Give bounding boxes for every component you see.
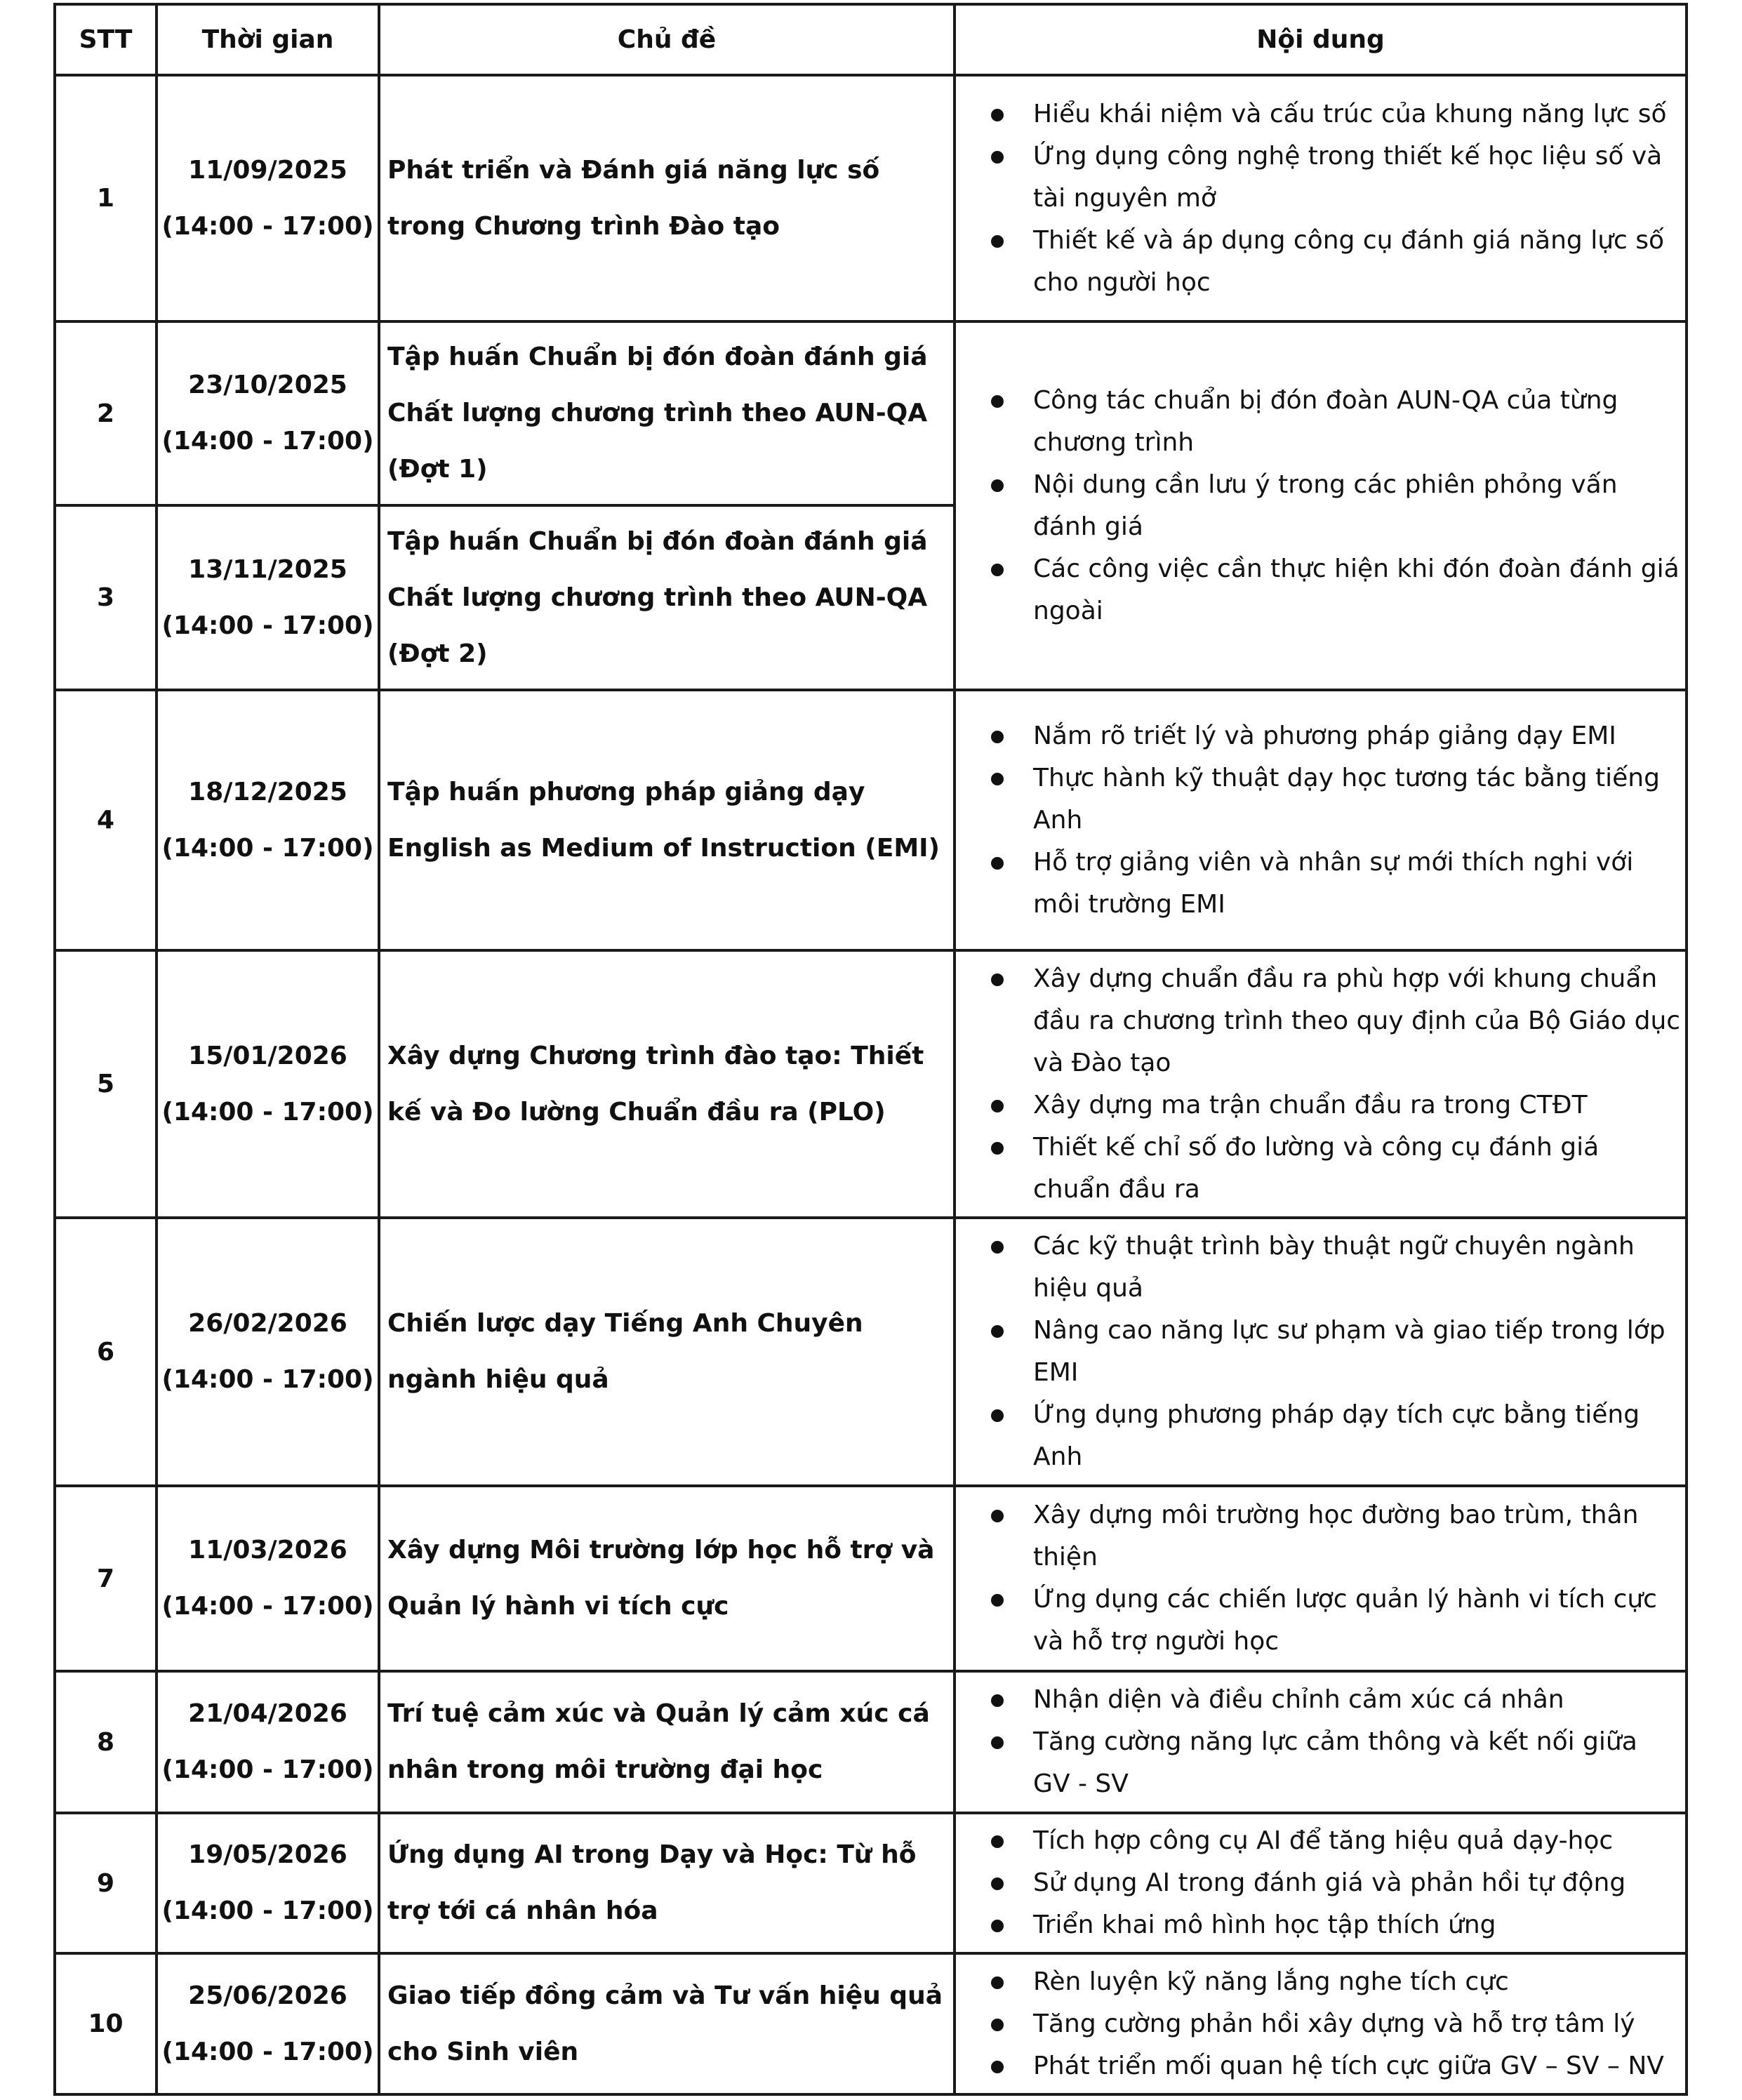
- header-row: [55, 4, 1687, 75]
- session-content: [955, 1486, 1687, 1671]
- content-item: Ứng dụng các chiến lược quản lý hành vi tích cực và hỗ trợ người học: [1033, 1579, 1681, 1663]
- session-date: 13/11/2025: [188, 554, 347, 584]
- session-time: [157, 1486, 379, 1671]
- row-number: 6: [55, 1218, 157, 1486]
- content-item: Hỗ trợ giảng viên và nhân sự mới thích nghi với môi trường EMI: [1033, 842, 1681, 926]
- session-topic: Giao tiếp đồng cảm và Tư vấn hiệu quả cho Sinh viên: [379, 1953, 955, 2094]
- session-content: [955, 1953, 1687, 2094]
- content-item: Nâng cao năng lực sư phạm và giao tiếp trong lớp EMI: [1033, 1310, 1681, 1394]
- training-schedule-table: [53, 3, 1688, 2096]
- session-date: 11/03/2026: [188, 1536, 347, 1564]
- session-date: 26/02/2026: [188, 1309, 347, 1338]
- content-item: Nắm rõ triết lý và phương pháp giảng dạy EMI: [1033, 715, 1681, 757]
- session-topic: Xây dựng Môi trường lớp học hỗ trợ và Quản lý hành vi tích cực: [379, 1486, 955, 1671]
- header-time: Thời gian: [157, 4, 379, 75]
- content-item: Thực hành kỹ thuật dạy học tương tác bằng tiếng Anh: [1033, 757, 1681, 842]
- session-time: [157, 505, 379, 690]
- session-topic: Chiến lược dạy Tiếng Anh Chuyên ngành hiệu quả: [379, 1218, 955, 1486]
- session-date: 23/10/2025: [188, 371, 347, 399]
- session-hours: (14:00 - 17:00): [161, 2037, 374, 2066]
- table-row: [55, 75, 1687, 321]
- session-date: 19/05/2026: [188, 1840, 347, 1869]
- session-content: [955, 1218, 1687, 1486]
- content-list: [956, 715, 1681, 926]
- row-number: 2: [55, 321, 157, 505]
- header-topic: Chủ đề: [379, 4, 955, 75]
- table-row: [55, 1218, 1687, 1486]
- session-time: [157, 1813, 379, 1953]
- content-item: Xây dựng chuẩn đầu ra phù hợp với khung chuẩn đầu ra chương trình theo quy định của Bộ Giáo dục và Đào tạo: [1033, 958, 1681, 1084]
- content-item: Nội dung cần lưu ý trong các phiên phỏng vấn đánh giá: [1033, 464, 1681, 548]
- content-list: [956, 958, 1681, 1211]
- header-content: Nội dung: [955, 4, 1687, 75]
- row-number: 5: [55, 950, 157, 1218]
- content-list: [956, 93, 1681, 304]
- session-content: [955, 1671, 1687, 1813]
- session-content: [955, 75, 1687, 321]
- table-row: [55, 1486, 1687, 1671]
- content-item: Triển khai mô hình học tập thích ứng: [1033, 1904, 1681, 1946]
- row-number: 8: [55, 1671, 157, 1813]
- content-list: [956, 1679, 1681, 1805]
- content-item: Tăng cường năng lực cảm thông và kết nối giữa GV - SV: [1033, 1721, 1681, 1805]
- row-number: 1: [55, 75, 157, 321]
- content-item: Rèn luyện kỹ năng lắng nghe tích cực: [1033, 1961, 1681, 2003]
- session-time: [157, 690, 379, 950]
- content-list: [956, 1820, 1681, 1946]
- session-topic: Tập huấn phương pháp giảng dạy English as Medium of Instruction (EMI): [379, 690, 955, 950]
- content-item: Xây dựng ma trận chuẩn đầu ra trong CTĐT: [1033, 1084, 1681, 1127]
- content-item: Công tác chuẩn bị đón đoàn AUN-QA của từng chương trình: [1033, 380, 1681, 464]
- content-item: Ứng dụng phương pháp dạy tích cực bằng tiếng Anh: [1033, 1394, 1681, 1478]
- session-content: [955, 1813, 1687, 1953]
- session-date: 21/04/2026: [188, 1699, 347, 1728]
- session-time: [157, 950, 379, 1218]
- session-hours: (14:00 - 17:00): [161, 1365, 374, 1394]
- session-hours: (14:00 - 17:00): [161, 1896, 374, 1925]
- content-item: Nhận diện và điều chỉnh cảm xúc cá nhân: [1033, 1679, 1681, 1721]
- session-date: 15/01/2026: [188, 1041, 347, 1070]
- content-item: Tăng cường phản hồi xây dựng và hỗ trợ tâm lý: [1033, 2003, 1681, 2045]
- session-hours: (14:00 - 17:00): [161, 427, 374, 456]
- content-list: [956, 380, 1681, 632]
- session-content: [955, 321, 1687, 690]
- table-row: [55, 1813, 1687, 1953]
- row-number: 9: [55, 1813, 157, 1953]
- table-row: [55, 1953, 1687, 2094]
- row-number: 4: [55, 690, 157, 950]
- session-topic: Trí tuệ cảm xúc và Quản lý cảm xúc cá nhân trong môi trường đại học: [379, 1671, 955, 1813]
- session-time: [157, 321, 379, 505]
- session-time: [157, 75, 379, 321]
- table-row: [55, 690, 1687, 950]
- row-number: 7: [55, 1486, 157, 1671]
- session-hours: (14:00 - 17:00): [161, 611, 374, 640]
- content-item: Thiết kế và áp dụng công cụ đánh giá năng lực số cho người học: [1033, 220, 1681, 304]
- content-item: Sử dụng AI trong đánh giá và phản hồi tự động: [1033, 1862, 1681, 1904]
- content-item: Xây dựng môi trường học đường bao trùm, thân thiện: [1033, 1494, 1681, 1579]
- session-date: 25/06/2026: [188, 1981, 347, 2010]
- row-number: 10: [55, 1953, 157, 2094]
- content-item: Ứng dụng công nghệ trong thiết kế học liệu số và tài nguyên mở: [1033, 135, 1681, 220]
- session-time: [157, 1671, 379, 1813]
- session-topic: Ứng dụng AI trong Dạy và Học: Từ hỗ trợ tới cá nhân hóa: [379, 1813, 955, 1953]
- table-body: [55, 75, 1687, 2094]
- session-hours: (14:00 - 17:00): [161, 1592, 374, 1621]
- session-hours: (14:00 - 17:00): [161, 211, 374, 241]
- session-topic: Tập huấn Chuẩn bị đón đoàn đánh giá Chất lượng chương trình theo AUN-QA (Đợt 1): [379, 321, 955, 505]
- session-time: [157, 1953, 379, 2094]
- session-content: [955, 950, 1687, 1218]
- content-list: [956, 1961, 1681, 2087]
- session-topic: Tập huấn Chuẩn bị đón đoàn đánh giá Chất lượng chương trình theo AUN-QA (Đợt 2): [379, 505, 955, 690]
- table-row: [55, 321, 1687, 505]
- session-topic: Xây dựng Chương trình đào tạo: Thiết kế và Đo lường Chuẩn đầu ra (PLO): [379, 950, 955, 1218]
- session-hours: (14:00 - 17:00): [161, 833, 374, 863]
- content-item: Phát triển mối quan hệ tích cực giữa GV – SV – NV: [1033, 2045, 1681, 2087]
- content-item: Các công việc cần thực hiện khi đón đoàn đánh giá ngoài: [1033, 548, 1681, 632]
- content-item: Hiểu khái niệm và cấu trúc của khung năng lực số: [1033, 93, 1681, 135]
- content-item: Tích hợp công cụ AI để tăng hiệu quả dạy-học: [1033, 1820, 1681, 1862]
- content-item: Các kỹ thuật trình bày thuật ngữ chuyên ngành hiệu quả: [1033, 1225, 1681, 1310]
- content-list: [956, 1225, 1681, 1478]
- session-content: [955, 690, 1687, 950]
- row-number: 3: [55, 505, 157, 690]
- content-list: [956, 1494, 1681, 1663]
- table-row: [55, 1671, 1687, 1813]
- session-date: 18/12/2025: [188, 777, 347, 806]
- session-time: [157, 1218, 379, 1486]
- session-topic: Phát triển và Đánh giá năng lực số trong Chương trình Đào tạo: [379, 75, 955, 321]
- session-hours: (14:00 - 17:00): [161, 1097, 374, 1127]
- content-item: Thiết kế chỉ số đo lường và công cụ đánh giá chuẩn đầu ra: [1033, 1127, 1681, 1211]
- session-date: 11/09/2025: [188, 155, 347, 185]
- header-stt: STT: [55, 4, 157, 75]
- session-hours: (14:00 - 17:00): [161, 1755, 374, 1784]
- table-row: [55, 950, 1687, 1218]
